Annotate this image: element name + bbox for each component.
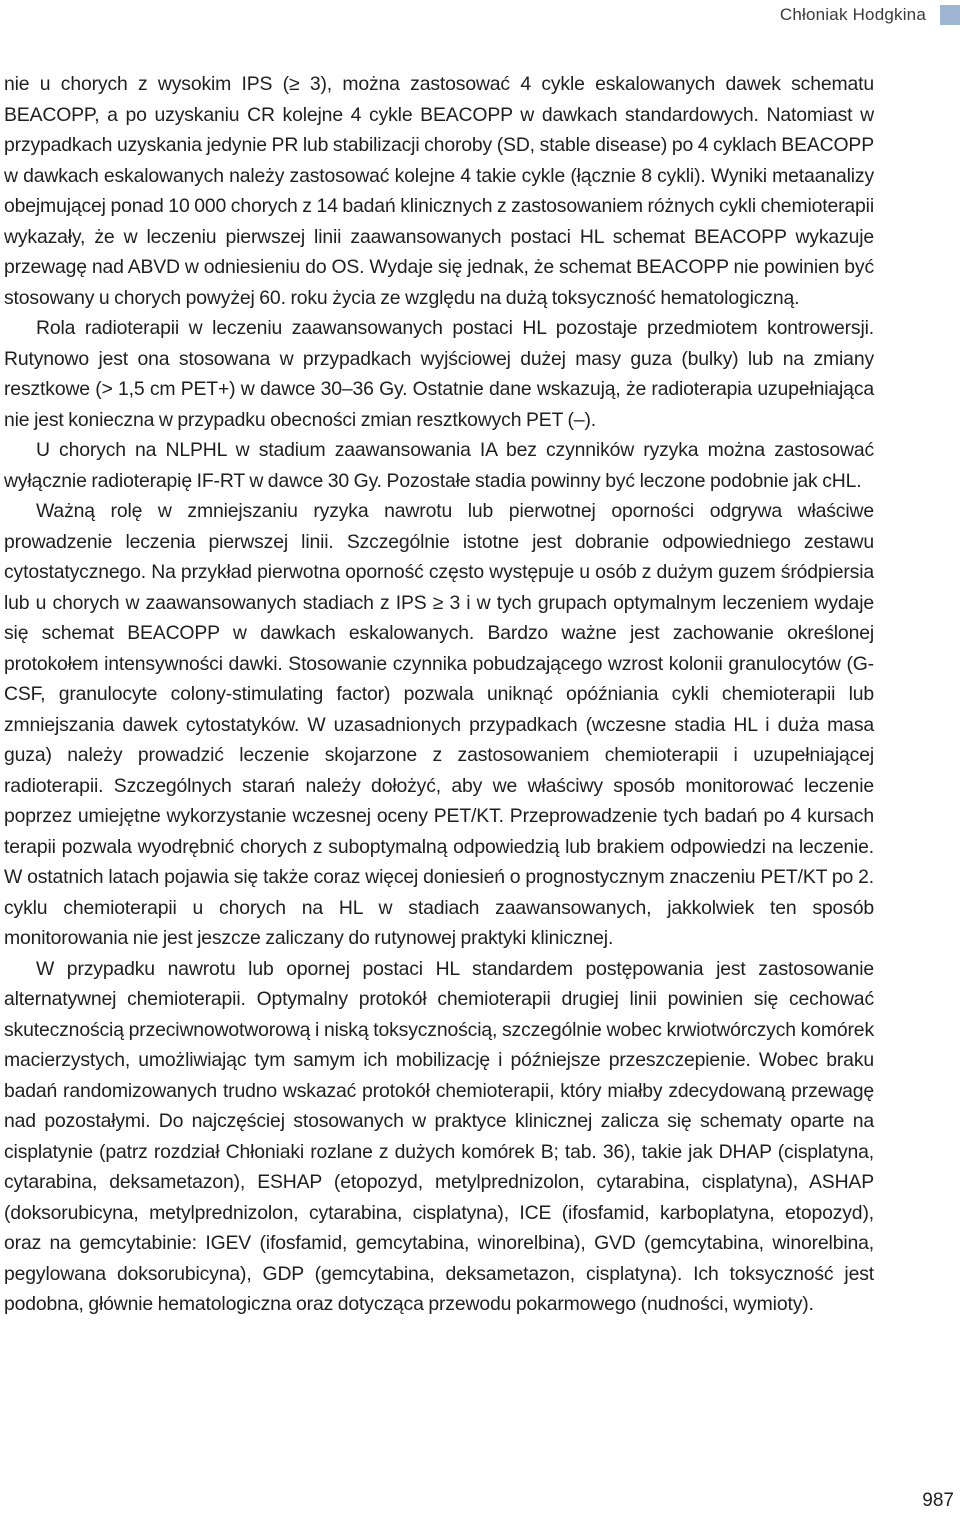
- paragraph-continuation: nie u chorych z wysokim IPS (≥ 3), można zastosować 4 cykle eskalowanych dawek schematu BEACOPP, a po uzyskaniu CR kolejne 4 cykle BEACOPP w dawkach standardowych. Natomiast w przypadkach uzyskania jedynie PR lub stabilizacji choroby (SD, stable disease) po 4 cyklach BEACOPP w dawkach eskalowanych należy zastosować kolejne 4 takie cykle (łącznie 8 cykli). Wyniki metaanalizy obejmującej ponad 10 000 chorych z 14 badań klinicznych z zastosowaniem różnych cykli chemioterapii wykazały, że w leczeniu pierwszej linii zaawansowanych postaci HL schemat BEACOPP wykazuje przewagę nad ABVD w odniesieniu do OS. Wydaje się jednak, że schemat BEACOPP nie powinien być stosowany u chorych powyżej 60. roku życia ze względu na dużą toksyczność hematologiczną.: [4, 73, 874, 309]
- paragraph-nlphl: U chorych na NLPHL w stadium zaawansowania IA bez czynników ryzyka można zastosować wyłącznie radioterapię IF-RT w dawce 30 Gy. Pozostałe stadia powinny być leczone podobnie jak cHL.: [4, 439, 874, 492]
- running-head: [780, 4, 960, 26]
- page-number: 987: [922, 1490, 954, 1511]
- header-color-square: [940, 5, 960, 25]
- paragraph-radiotherapy: Rola radioterapii w leczeniu zaawansowanych postaci HL pozostaje przedmiotem kontrowersji. Rutynowo jest ona stosowana w przypadkach wyjściowej dużej masy guza (bulky) lub na zmiany resztkowe (> 1,5 cm PET+) w dawce 30–36 Gy. Ostatnie dane wskazują, że radioterapia uzupełniająca nie jest konieczna w przypadku obecności zmian resztkowych PET (–).: [4, 317, 874, 431]
- paragraph-first-line-treatment: Ważną rolę w zmniejszaniu ryzyka nawrotu lub pierwotnej oporności odgrywa właściwe prowadzenie leczenia pierwszej linii. Szczególnie istotne jest dobranie odpowiedniego zestawu cytostatycznego. Na przykład pierwotna oporność często występuje u osób z dużym guzem śródpiersia lub u chorych w zaawansowanych stadiach z IPS ≥ 3 i w tych grupach optymalnym leczeniem wydaje się schemat BEACOPP w dawkach eskalowanych. Bardzo ważne jest zachowanie określonej protokołem intensywności dawki. Stosowanie czynnika pobudzającego wzrost kolonii granulocytów (G-CSF, granulocyte colony-stimulating factor) pozwala uniknąć opóźniania cykli chemioterapii lub zmniejszania dawek cytostatyków. W uzasadnionych przypadkach (wczesne stadia HL i duża masa guza) należy prowadzić leczenie skojarzone z zastosowaniem chemioterapii i uzupełniającej radioterapii. Szczególnych starań należy dołożyć, aby we właściwy sposób monitorować leczenie poprzez umiejętne wykorzystanie wczesnej oceny PET/KT. Przeprowadzenie tych badań po 4 kursach terapii pozwala wyodrębnić chorych z suboptymalną odpowiedzią lub brakiem odpowiedzi na leczenie. W ostatnich latach pojawia się także coraz więcej doniesień o prognostycznym znaczeniu PET/KT po 2. cyklu chemioterapii u chorych na HL w stadiach zaawansowanych, jakkolwiek ten sposób monitorowania nie jest jeszcze zaliczany do rutynowej praktyki klinicznej.: [4, 500, 874, 949]
- paragraph-relapse-treatment: W przypadku nawrotu lub opornej postaci HL standardem postępowania jest zastosowanie alternatywnej chemioterapii. Optymalny protokół chemioterapii drugiej linii powinien się cechować skutecznością przeciwnowotworową i niską toksycznością, szczególnie wobec krwiotwórczych komórek macierzystych, umożliwiając tym samym ich mobilizację i późniejsze przeszczepienie. Wobec braku badań randomizowanych trudno wskazać protokół chemioterapii, który miałby zdecydowaną przewagę nad pozostałymi. Do najczęściej stosowanych w praktyce klinicznej zalicza się schematy oparte na cisplatynie (patrz rozdział Chłoniaki rozlane z dużych komórek B; tab. 36), takie jak DHAP (cisplatyna, cytarabina, deksametazon), ESHAP (etopozyd, metylprednizolon, cytarabina, cisplatyna), ASHAP (doksorubicyna, metylprednizolon, cytarabina, cisplatyna), ICE (ifosfamid, karboplatyna, etopozyd), oraz na gemcytabinie: IGEV (ifosfamid, gemcytabina, winorelbina), GVD (gemcytabina, winorelbina, pegylowana doksorubicyna), GDP (gemcytabina, deksametazon, cisplatyna). Ich toksyczność jest podobna, głównie hematologiczna oraz dotycząca przewodu pokarmowego (nudności, wymioty).: [4, 957, 874, 1315]
- body-text: [4, 69, 874, 1320]
- running-head-title: Chłoniak Hodgkina: [779, 5, 926, 24]
